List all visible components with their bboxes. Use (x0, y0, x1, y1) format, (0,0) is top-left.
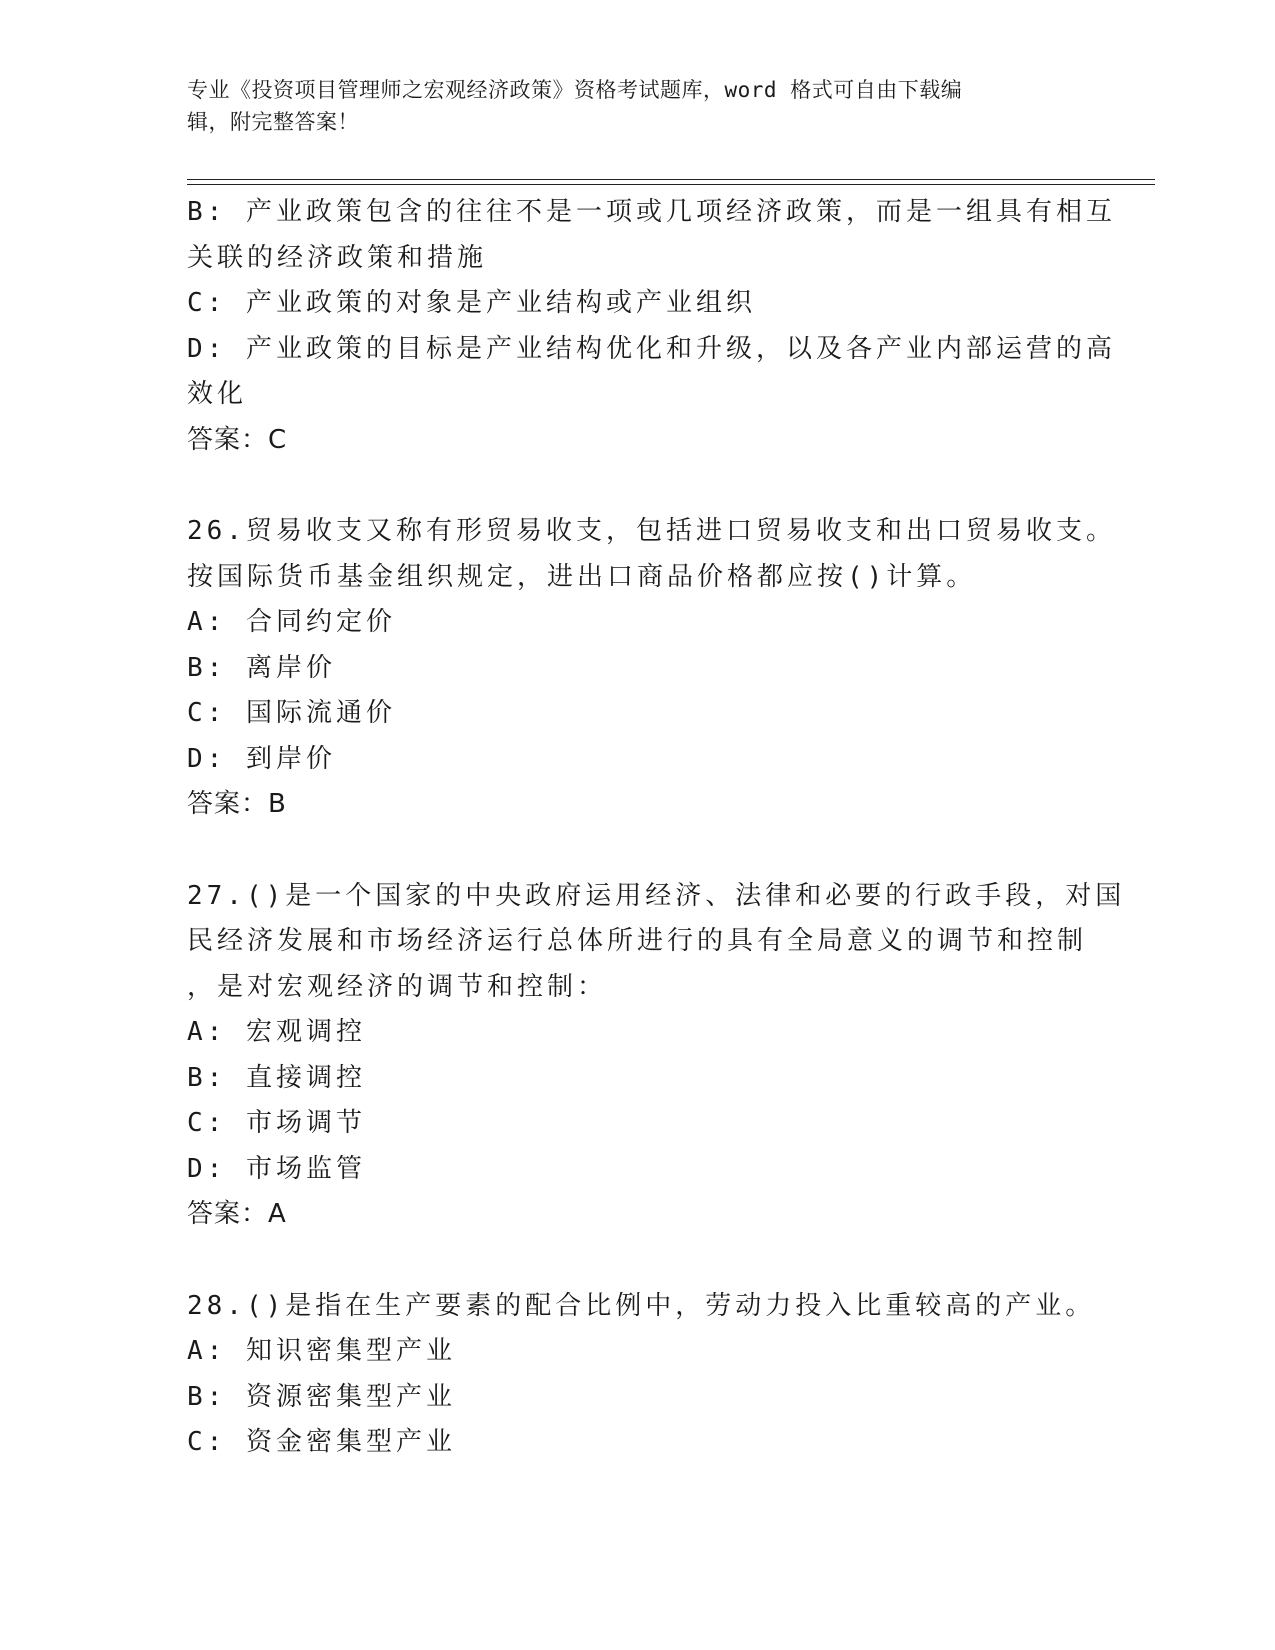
question-stem: 27.()是一个国家的中央政府运用经济、法律和必要的行政手段，对国 (187, 880, 1126, 911)
option-d: D: 产业政策的目标是产业结构优化和升级，以及各产业内部运营的高 (187, 333, 1116, 364)
option-c: C: 资金密集型产业 (187, 1427, 456, 1457)
answer: 答案：C (187, 424, 288, 455)
question-content (187, 190, 1126, 1466)
option-a: A: 合同约定价 (187, 607, 396, 637)
spacer (187, 1238, 1087, 1284)
option-a: A: 知识密集型产业 (187, 1336, 456, 1366)
document-header (187, 74, 1067, 138)
option-d: D: 市场监管 (187, 1153, 366, 1184)
option-b: B: 直接调控 (187, 1062, 366, 1093)
option-b: B: 离岸价 (187, 652, 336, 683)
option-a: A: 宏观调控 (187, 1017, 366, 1047)
option-c: C: 产业政策的对象是产业结构或产业组织 (187, 288, 756, 318)
option-c: C: 市场调节 (187, 1108, 366, 1138)
option-d: D: 到岸价 (187, 743, 336, 774)
question-stem-continued: ，是对宏观经济的调节和控制： (187, 971, 608, 1002)
header-line-2: 辑，附完整答案！ (187, 110, 359, 134)
question-26 (187, 509, 1116, 828)
answer: 答案：B (187, 789, 287, 819)
spacer (187, 463, 1087, 509)
question-stem-continued: 民经济发展和市场经济运行总体所进行的具有全局意义的调节和控制 (187, 926, 1088, 956)
answer: 答案：A (187, 1199, 287, 1229)
option-b-continued: 关联的经济政策和措施 (187, 242, 488, 273)
question-28 (187, 1284, 1096, 1466)
question-27 (187, 874, 1126, 1238)
header-divider-top (187, 179, 1155, 180)
question-25-continued (187, 190, 1116, 463)
option-b: B: 产业政策包含的往往不是一项或几项经济政策，而是一组具有相互 (187, 197, 1116, 227)
spacer (187, 828, 1087, 874)
header-line-1: 专业《投资项目管理师之宏观经济政策》资格考试题库，word 格式可自由下载编 (187, 78, 963, 102)
option-d-continued: 效化 (187, 379, 248, 409)
option-c: C: 国际流通价 (187, 698, 396, 728)
question-stem: 28.()是指在生产要素的配合比例中，劳动力投入比重较高的产业。 (187, 1290, 1096, 1321)
option-b: B: 资源密集型产业 (187, 1381, 456, 1412)
question-stem: 26.贸易收支又称有形贸易收支，包括进口贸易收支和出口贸易收支。 (187, 516, 1116, 546)
header-divider-bottom (187, 184, 1155, 185)
question-stem-continued: 按国际货币基金组织规定，进出口商品价格都应按()计算。 (187, 561, 977, 592)
